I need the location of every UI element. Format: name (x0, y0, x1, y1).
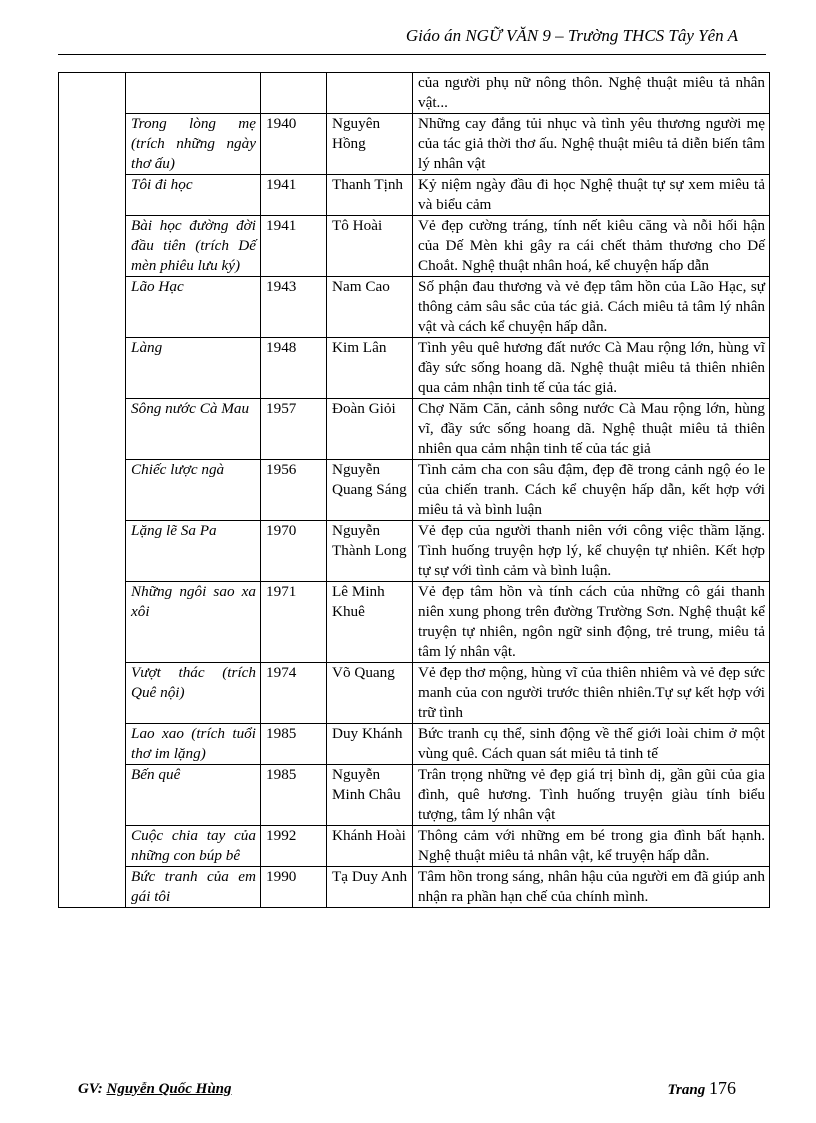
table-row (59, 521, 770, 582)
year-cell: 1940 (261, 114, 327, 175)
outer-margin-column (59, 73, 126, 908)
work-title-cell: Làng (126, 338, 261, 399)
author-cell: Thanh Tịnh (327, 175, 413, 216)
year-cell: 1985 (261, 765, 327, 826)
year-cell: 1970 (261, 521, 327, 582)
content-cell: của người phụ nữ nông thôn. Nghệ thuật miêu tả nhân vật... (413, 73, 770, 114)
content-cell: Bức tranh cụ thể, sinh động về thế giới loài chim ở một vùng quê. Cách quan sát miêu tả tinh tế (413, 724, 770, 765)
author-cell: Tạ Duy Anh (327, 867, 413, 908)
content-cell: Trân trọng những vẻ đẹp giá trị bình dị, gần gũi của gia đình, quê hương. Tình huống truyện giàu tính biểu tượng, tâm lý nhân vật (413, 765, 770, 826)
year-cell: 1990 (261, 867, 327, 908)
content-cell: Chợ Năm Căn, cảnh sông nước Cà Mau rộng lớn, hùng vĩ, đầy sức sống hoang dã. Nghệ thuật miêu tả thiên nhiên qua cảm nhận tinh tế của tác giả (413, 399, 770, 460)
year-cell: 1974 (261, 663, 327, 724)
author-cell: Nguyễn Minh Châu (327, 765, 413, 826)
header-divider (58, 54, 766, 55)
content-cell: Thông cảm với những em bé trong gia đình bất hạnh. Nghệ thuật miêu tả nhân vật, kể truyện hấp dẫn. (413, 826, 770, 867)
table-row (59, 826, 770, 867)
table-row (59, 399, 770, 460)
year-cell: 1948 (261, 338, 327, 399)
table-row (59, 114, 770, 175)
teacher-name: Nguyễn Quốc Hùng (106, 1081, 232, 1097)
teacher-credit (78, 1081, 232, 1098)
year-cell: 1957 (261, 399, 327, 460)
work-title-cell: Bài học đường đời đầu tiên (trích Dế mèn phiêu lưu ký) (126, 216, 261, 277)
table-row (59, 277, 770, 338)
content-cell: Tình cảm cha con sâu đậm, đẹp đẽ trong cảnh ngộ éo le của chiến tranh. Cách kể chuyện hấp dẫn, kết hợp với miêu tả và bình luận (413, 460, 770, 521)
author-cell: Lê Minh Khuê (327, 582, 413, 663)
content-cell: Vẻ đẹp cường tráng, tính nết kiêu căng và nỗi hối hận của Dế Mèn khi gây ra cái chết thảm thương cho Dế Choắt. Nghệ thuật nhân hoá, kể chuyện hấp dẫn (413, 216, 770, 277)
author-cell: Đoàn Giỏi (327, 399, 413, 460)
work-title-cell: Trong lòng mẹ (trích những ngày thơ ấu) (126, 114, 261, 175)
table-row (59, 73, 770, 114)
author-cell (327, 73, 413, 114)
work-title-cell (126, 73, 261, 114)
author-cell: Nguyên Hồng (327, 114, 413, 175)
author-cell: Kim Lân (327, 338, 413, 399)
table-row (59, 724, 770, 765)
year-cell: 1985 (261, 724, 327, 765)
content-cell: Những cay đắng tủi nhục và tình yêu thương người mẹ của tác giả thời thơ ấu. Nghệ thuật miêu tả diễn biến tâm lý nhân vật (413, 114, 770, 175)
work-title-cell: Lão Hạc (126, 277, 261, 338)
work-title-cell: Sông nước Cà Mau (126, 399, 261, 460)
page-number-block (667, 1078, 736, 1099)
content-cell: Vẻ đẹp thơ mộng, hùng vĩ của thiên nhiêm và vẻ đẹp sức manh của con người trước thiên nhiên.Tự sự kết hợp với trữ tình (413, 663, 770, 724)
author-cell: Khánh Hoài (327, 826, 413, 867)
teacher-label: GV: (78, 1081, 103, 1097)
content-cell: Tâm hồn trong sáng, nhân hậu của người em đã giúp anh nhận ra phần hạn chế của chính mình. (413, 867, 770, 908)
table-row (59, 338, 770, 399)
table-row (59, 582, 770, 663)
table-row (59, 663, 770, 724)
work-title-cell: Bức tranh của em gái tôi (126, 867, 261, 908)
work-title-cell: Lặng lẽ Sa Pa (126, 521, 261, 582)
table-row (59, 216, 770, 277)
works-table (58, 72, 770, 908)
year-cell: 1971 (261, 582, 327, 663)
author-cell: Nam Cao (327, 277, 413, 338)
table-row (59, 175, 770, 216)
work-title-cell: Những ngôi sao xa xôi (126, 582, 261, 663)
year-cell: 1941 (261, 175, 327, 216)
work-title-cell: Vượt thác (trích Quê nội) (126, 663, 261, 724)
work-title-cell: Cuộc chia tay của những con búp bê (126, 826, 261, 867)
table-row (59, 867, 770, 908)
work-title-cell: Bến quê (126, 765, 261, 826)
table-row (59, 460, 770, 521)
year-cell (261, 73, 327, 114)
page-label: Trang (667, 1082, 706, 1098)
content-cell: Kỷ niệm ngày đầu đi học Nghệ thuật tự sự xem miêu tả và biểu cảm (413, 175, 770, 216)
content-cell: Vẻ đẹp tâm hồn và tính cách của những cô gái thanh niên xung phong trên đường Trường Sơn. Nghệ thuật kể truyện tự nhiên, ngôn ngữ sinh động, trẻ trung, miêu tả tâm lý nhân vật. (413, 582, 770, 663)
year-cell: 1941 (261, 216, 327, 277)
content-cell: Số phận đau thương và vẻ đẹp tâm hồn của Lão Hạc, sự thông cảm sâu sắc của tác giả. Cách miêu tả tâm lý nhân vật và cách kể chuyện hấp dẫn. (413, 277, 770, 338)
content-cell: Tình yêu quê hương đất nước Cà Mau rộng lớn, hùng vĩ đầy sức sống hoang dã. Nghệ thuật miêu tả thiên nhiên qua cảm nhận tinh tế của tác giả. (413, 338, 770, 399)
author-cell: Nguyễn Quang Sáng (327, 460, 413, 521)
work-title-cell: Lao xao (trích tuổi thơ im lặng) (126, 724, 261, 765)
work-title-cell: Tôi đi học (126, 175, 261, 216)
year-cell: 1956 (261, 460, 327, 521)
author-cell: Duy Khánh (327, 724, 413, 765)
author-cell: Võ Quang (327, 663, 413, 724)
page-header-title: Giáo án NGỮ VĂN 9 – Trường THCS Tây Yên A (405, 26, 738, 45)
page-number: 176 (709, 1078, 736, 1098)
content-cell: Vẻ đẹp của người thanh niên với công việc thầm lặng. Tình huống truyện hợp lý, kể chuyện tự nhiên. Kết hợp tự sự với tình cảm và bình luận. (413, 521, 770, 582)
author-cell: Tô Hoài (327, 216, 413, 277)
table-row (59, 765, 770, 826)
year-cell: 1943 (261, 277, 327, 338)
year-cell: 1992 (261, 826, 327, 867)
author-cell: Nguyễn Thành Long (327, 521, 413, 582)
work-title-cell: Chiếc lược ngà (126, 460, 261, 521)
